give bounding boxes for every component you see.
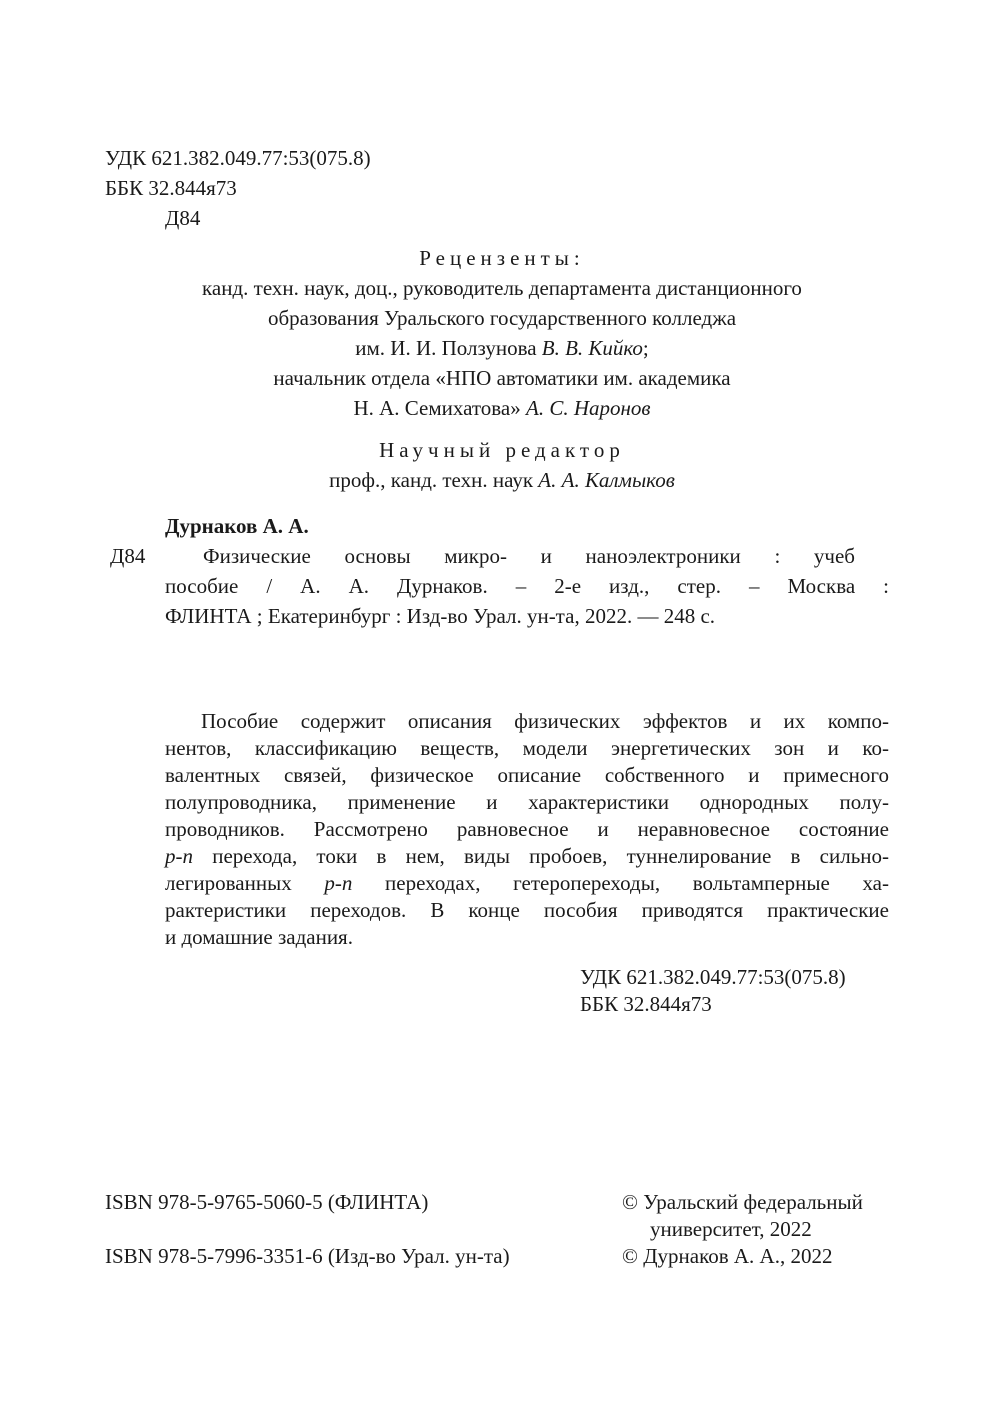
abstract-line-6	[165, 843, 889, 870]
abstract-line-2: нентов, классификацию веществ, модели энергетических зон и ко-	[165, 736, 889, 760]
abstract-line-1: Пособие содержит описания физических эффектов и их компо-	[201, 709, 889, 733]
abstract-line-6-text: перехода, токи в нем, виды пробоев, туннелирование в сильно-	[193, 844, 889, 868]
reviewers-line-5	[0, 394, 1004, 422]
copyright-university-line-1: © Уральский федеральный	[622, 1190, 863, 1214]
abstract-line-5: проводников. Рассмотрено равновесное и неравновесное состояние	[165, 817, 889, 841]
reviewers-line-5-text: Н. А. Семихатова»	[353, 396, 526, 420]
reviewers-line-3-text: им. И. И. Ползунова	[355, 336, 542, 360]
catalog-code: Д84	[110, 544, 146, 568]
reviewers-line-4: начальник отдела «НПО автоматики им. академика	[273, 366, 731, 390]
reviewers-line-3-punct: ;	[642, 336, 649, 360]
reviewers-heading: Рецензенты:	[419, 246, 585, 270]
bbk-footer: ББК 32.844я73	[580, 992, 712, 1016]
copyright-author: © Дурнаков А. А., 2022	[622, 1244, 833, 1268]
editor-line-text: проф., канд. техн. наук	[329, 468, 539, 492]
abstract-line-7-prefix: легированных	[165, 871, 325, 895]
abstract-line-9: и домашние задания.	[165, 925, 353, 949]
isbn-flinta: ISBN 978-5-9765-5060-5 (ФЛИНТА)	[105, 1190, 429, 1214]
abstract-paragraph	[165, 708, 889, 951]
reviewer-name-2: А. С. Наронов	[526, 396, 651, 420]
pn-term: p-n	[165, 844, 193, 868]
editor-heading: Научный редактор	[379, 438, 625, 462]
udk-footer: УДК 621.382.049.77:53(075.8)	[580, 965, 846, 989]
isbn-ural: ISBN 978-5-7996-3351-6 (Изд-во Урал. ун-та)	[105, 1244, 510, 1268]
catalog-line-3: ФЛИНТА ; Екатеринбург : Изд-во Урал. ун-та, 2022. — 248 с.	[165, 604, 716, 628]
abstract-line-4: полупроводника, применение и характеристики однородных полу-	[165, 790, 889, 814]
editor-name: А. А. Калмыков	[538, 468, 675, 492]
editor-line	[0, 466, 1004, 494]
catalog-line-2: пособие / А. А. Дурнаков. – 2-е изд., стер. – Москва :	[165, 574, 889, 598]
udk-header: УДК 621.382.049.77:53(075.8)	[105, 146, 371, 170]
pn-term: p-n	[324, 871, 353, 895]
reviewers-line-1: канд. техн. наук, доц., руководитель департамента дистанционного	[202, 276, 802, 300]
reviewers-line-2: образования Уральского государственного колледжа	[267, 306, 737, 330]
abstract-line-7	[165, 870, 889, 897]
author-code-header: Д84	[165, 206, 201, 230]
copyright-university-line-2: университет, 2022	[650, 1217, 812, 1241]
abstract-line-3: валентных связей, физическое описание собственного и примесного	[165, 763, 889, 787]
reviewer-name-1: В. В. Кийко	[541, 336, 643, 360]
catalog-author: Дурнаков А. А.	[165, 514, 309, 538]
abstract-line-7-text: переходах, гетеропереходы, вольтамперные ха-	[352, 871, 889, 895]
catalog-line-1: Физические основы микро- и наноэлектроники : учеб	[203, 544, 855, 568]
bbk-header: ББК 32.844я73	[105, 176, 237, 200]
reviewers-line-3	[0, 334, 1004, 362]
abstract-line-8: рактеристики переходов. В конце пособия приводятся практические	[165, 898, 889, 922]
